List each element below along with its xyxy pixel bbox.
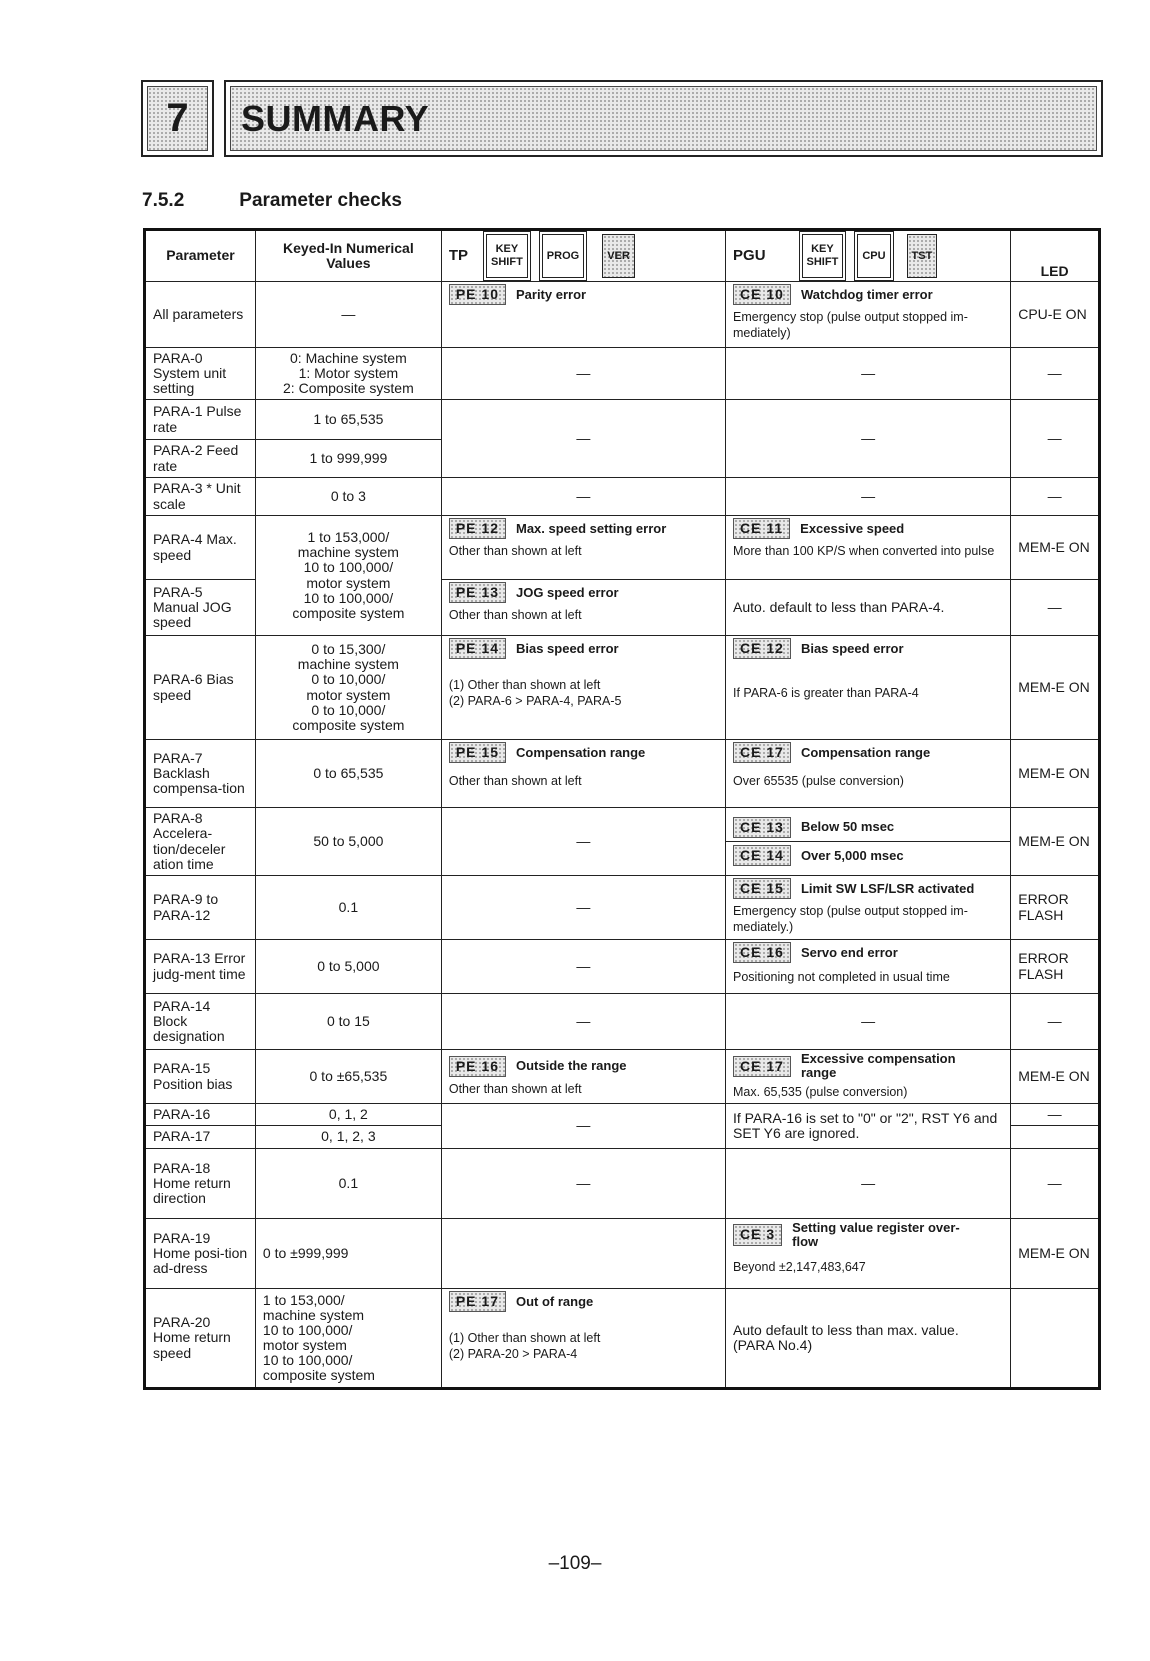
value-line: machine system bbox=[262, 1306, 365, 1323]
error-title: Over 5,000 msec bbox=[800, 847, 904, 863]
value-cell: 0 to 3 bbox=[255, 478, 441, 516]
led-cell: MEM-E ON bbox=[1011, 636, 1100, 740]
value-line: 10 to 100,000/ bbox=[262, 1321, 353, 1338]
tp-cell bbox=[441, 516, 725, 580]
tp-key-shift-top: KEY bbox=[495, 243, 519, 256]
pgu-cell bbox=[726, 636, 1011, 740]
error-code-badge: CE 14 bbox=[733, 845, 791, 866]
tp-cell bbox=[441, 282, 725, 348]
tp-cell bbox=[441, 740, 725, 808]
error-code-badge: PE 13 bbox=[449, 582, 506, 603]
error-description: Other than shown at left bbox=[448, 608, 582, 623]
error-description: (2) PARA-6 > PARA-4, PARA-5 bbox=[448, 694, 622, 709]
pgu-cell: — bbox=[726, 400, 1011, 478]
error-code-badge: CE 11 bbox=[733, 518, 790, 539]
value-cell: 0.1 bbox=[255, 1149, 441, 1219]
pgu-cell bbox=[726, 740, 1011, 808]
error-title: Compensation range bbox=[800, 744, 931, 760]
table-row bbox=[145, 808, 1100, 876]
value-line: motor system bbox=[306, 574, 391, 591]
pgu-key-shift-bottom: SHIFT bbox=[806, 256, 839, 268]
table-row bbox=[145, 478, 1100, 516]
table-row bbox=[145, 636, 1100, 740]
table-header-row bbox=[145, 230, 1100, 282]
tp-cell: — bbox=[441, 1104, 725, 1149]
param-cell: All parameters bbox=[145, 282, 256, 348]
pgu-key-shift bbox=[802, 234, 844, 278]
value-line: 10 to 100,000/ bbox=[262, 1352, 353, 1369]
page-number: –109– bbox=[548, 1553, 602, 1574]
error-description: Emergency stop (pulse output stopped im-mediately) bbox=[733, 310, 968, 341]
pgu-key-cpu: CPU bbox=[857, 234, 890, 278]
param-cell: PARA-19 Home posi-tion ad-dress bbox=[145, 1219, 256, 1289]
value-line: 0 to 15,300/ bbox=[311, 641, 386, 658]
table-row bbox=[145, 1219, 1100, 1289]
value-cell bbox=[255, 636, 441, 740]
pgu-cell: — bbox=[726, 478, 1011, 516]
pgu-cell bbox=[726, 808, 1011, 876]
error-code-badge: CE 17 bbox=[733, 742, 791, 763]
error-title: Max. speed setting error bbox=[515, 520, 667, 536]
led-cell: — bbox=[1011, 348, 1100, 400]
value-line: motor system bbox=[306, 686, 391, 703]
value-cell bbox=[255, 516, 441, 636]
led-cell: MEM-E ON bbox=[1011, 808, 1100, 876]
pgu-label: PGU bbox=[733, 246, 766, 264]
error-title: Limit SW LSF/LSR activated bbox=[800, 880, 975, 896]
error-title: Below 50 msec bbox=[800, 819, 895, 835]
error-title: Excessive speed bbox=[800, 520, 905, 536]
value-line: 0 to 10,000/ bbox=[311, 671, 386, 688]
param-cell: PARA-16 bbox=[145, 1104, 256, 1126]
led-cell: CPU-E ON bbox=[1011, 282, 1100, 348]
parameter-checks-table bbox=[143, 228, 1101, 1390]
led-cell: MEM-E ON bbox=[1011, 740, 1100, 808]
tp-label: TP bbox=[448, 246, 469, 264]
error-code-badge: CE 13 bbox=[733, 817, 791, 838]
table-row bbox=[145, 516, 1100, 580]
tp-cell bbox=[441, 580, 725, 636]
param-cell: PARA-17 bbox=[145, 1126, 256, 1149]
param-cell: PARA-1 Pulse rate bbox=[145, 400, 256, 440]
value-cell: 50 to 5,000 bbox=[255, 808, 441, 876]
value-cell: 0 to ±999,999 bbox=[255, 1219, 441, 1289]
led-cell bbox=[1011, 1289, 1100, 1389]
led-cell: — bbox=[1011, 400, 1100, 478]
pgu-cell bbox=[726, 282, 1011, 348]
param-cell: PARA-13 Error judg-ment time bbox=[145, 940, 256, 994]
error-code-badge: CE 12 bbox=[733, 638, 791, 659]
value-cell: 0, 1, 2 bbox=[255, 1104, 441, 1126]
error-description: (2) PARA-20 > PARA-4 bbox=[448, 1347, 578, 1362]
chapter-number-box bbox=[141, 80, 214, 157]
col-header-pgu bbox=[726, 230, 1011, 282]
param-cell: PARA-15 Position bias bbox=[145, 1050, 256, 1104]
tp-key-ver: VER bbox=[602, 234, 635, 278]
value-cell: 0 to 15 bbox=[255, 994, 441, 1050]
param-cell: PARA-18 Home return direction bbox=[145, 1149, 256, 1219]
value-line: composite system bbox=[292, 716, 405, 733]
param-cell: PARA-0 System unit setting bbox=[145, 348, 256, 400]
error-code-badge: CE 15 bbox=[733, 878, 791, 899]
chapter-title-box bbox=[224, 80, 1103, 157]
error-title: Excessive compensation range bbox=[800, 1051, 956, 1081]
led-cell bbox=[1011, 1126, 1100, 1149]
col-header-values: Keyed-In Numerical Values bbox=[255, 230, 441, 282]
value-cell bbox=[255, 1289, 441, 1389]
table-row bbox=[145, 876, 1100, 940]
error-description: Other than shown at left bbox=[448, 544, 582, 559]
led-cell: — bbox=[1011, 580, 1100, 636]
error-description: Other than shown at left bbox=[448, 774, 582, 789]
value-line: 10 to 100,000/ bbox=[303, 559, 394, 576]
tp-cell: — bbox=[441, 478, 725, 516]
error-description: More than 100 KP/S when converted into pulse bbox=[733, 544, 995, 559]
tp-cell: — bbox=[441, 348, 725, 400]
error-description: Emergency stop (pulse output stopped im-mediately.) bbox=[733, 904, 968, 935]
chapter-title: SUMMARY bbox=[230, 86, 1097, 151]
tp-cell: — bbox=[441, 808, 725, 876]
tp-key-shift-bottom: SHIFT bbox=[491, 256, 523, 268]
pgu-cell: — bbox=[726, 994, 1011, 1050]
value-line: composite system bbox=[262, 1367, 375, 1384]
error-code-badge: PE 12 bbox=[449, 518, 506, 539]
error-description: If PARA-6 is greater than PARA-4 bbox=[733, 686, 919, 701]
param-cell: PARA-7 Backlash compensa-tion bbox=[145, 740, 256, 808]
section-number: 7.5.2 bbox=[142, 190, 185, 211]
tp-cell bbox=[441, 1050, 725, 1104]
pgu-key-shift-top: KEY bbox=[811, 243, 834, 256]
error-code-badge: CE 16 bbox=[733, 942, 791, 963]
table-row bbox=[145, 1104, 1100, 1126]
error-description: Other than shown at left bbox=[448, 1081, 582, 1096]
value-line: machine system bbox=[297, 656, 399, 673]
error-code-badge: CE 3 bbox=[733, 1224, 782, 1245]
value-line: 1: Motor system bbox=[298, 364, 399, 381]
value-cell: — bbox=[255, 282, 441, 348]
led-cell: — bbox=[1011, 1149, 1100, 1219]
led-cell: ERROR FLASH bbox=[1011, 876, 1100, 940]
error-title: Outside the range bbox=[515, 1058, 627, 1074]
value-line: machine system bbox=[297, 544, 399, 561]
param-cell: PARA-9 to PARA-12 bbox=[145, 876, 256, 940]
tp-cell: — bbox=[441, 876, 725, 940]
value-line: 10 to 100,000/ bbox=[303, 589, 394, 606]
param-cell: PARA-14 Block designation bbox=[145, 994, 256, 1050]
table-row bbox=[145, 740, 1100, 808]
error-title: Parity error bbox=[515, 286, 587, 302]
led-cell: MEM-E ON bbox=[1011, 1050, 1100, 1104]
error-description: Positioning not completed in usual time bbox=[733, 970, 950, 985]
value-cell: 0 to ±65,535 bbox=[255, 1050, 441, 1104]
tp-cell bbox=[441, 1219, 725, 1289]
pgu-cell bbox=[726, 940, 1011, 994]
pgu-cell bbox=[726, 1219, 1011, 1289]
error-title: Out of range bbox=[515, 1293, 594, 1309]
error-description: (1) Other than shown at left bbox=[448, 1331, 601, 1346]
error-title: Bias speed error bbox=[515, 640, 619, 656]
table-row bbox=[145, 348, 1100, 400]
col-header-parameter: Parameter bbox=[145, 230, 256, 282]
pgu-key-tst: TST bbox=[907, 234, 938, 278]
table-row bbox=[145, 1289, 1100, 1389]
value-cell: 1 to 999,999 bbox=[255, 440, 441, 478]
param-cell: PARA-2 Feed rate bbox=[145, 440, 256, 478]
error-code-badge: PE 17 bbox=[449, 1291, 506, 1312]
tp-cell: — bbox=[441, 940, 725, 994]
value-line: composite system bbox=[292, 604, 405, 621]
section-heading bbox=[142, 190, 402, 212]
param-cell: PARA-20 Home return speed bbox=[145, 1289, 256, 1389]
tp-key-prog: PROG bbox=[542, 234, 584, 278]
section-title: Parameter checks bbox=[239, 190, 402, 211]
value-cell: 0, 1, 2, 3 bbox=[255, 1126, 441, 1149]
param-cell: PARA-4 Max. speed bbox=[145, 516, 256, 580]
error-code-badge: PE 16 bbox=[449, 1056, 506, 1077]
error-title: Servo end error bbox=[800, 944, 898, 960]
pgu-cell: — bbox=[726, 1149, 1011, 1219]
error-code-badge: CE 17 bbox=[733, 1056, 791, 1077]
table-row bbox=[145, 400, 1100, 440]
col-header-tp bbox=[441, 230, 725, 282]
value-cell bbox=[255, 348, 441, 400]
led-cell: — bbox=[1011, 478, 1100, 516]
pgu-cell: — bbox=[726, 348, 1011, 400]
error-code-badge: PE 14 bbox=[449, 638, 506, 659]
value-cell: 0.1 bbox=[255, 876, 441, 940]
led-cell: ERROR FLASH bbox=[1011, 940, 1100, 994]
error-code-badge: PE 10 bbox=[449, 284, 506, 305]
error-code-badge: PE 15 bbox=[449, 742, 506, 763]
value-line: 0 to 10,000/ bbox=[311, 701, 386, 718]
error-title: Setting value register over-flow bbox=[792, 1220, 960, 1250]
error-description: (1) Other than shown at left bbox=[448, 678, 601, 693]
chapter-number: 7 bbox=[147, 86, 208, 151]
tp-cell bbox=[441, 636, 725, 740]
param-cell: PARA-5 Manual JOG speed bbox=[145, 580, 256, 636]
value-line: motor system bbox=[262, 1337, 347, 1353]
param-cell: PARA-6 Bias speed bbox=[145, 636, 256, 740]
table-row bbox=[145, 282, 1100, 348]
table-row bbox=[145, 940, 1100, 994]
value-cell: 1 to 65,535 bbox=[255, 400, 441, 440]
error-title: Compensation range bbox=[515, 744, 646, 760]
led-cell: MEM-E ON bbox=[1011, 1219, 1100, 1289]
error-description: Beyond ±2,147,483,647 bbox=[733, 1260, 866, 1275]
error-description: Max. 65,535 (pulse conversion) bbox=[733, 1085, 908, 1100]
error-title: Bias speed error bbox=[800, 640, 904, 656]
param-cell: PARA-8 Accelera-tion/deceler ation time bbox=[145, 808, 256, 876]
pgu-cell bbox=[726, 876, 1011, 940]
table-row bbox=[145, 1149, 1100, 1219]
value-line: 2: Composite system bbox=[283, 380, 414, 397]
pgu-cell bbox=[726, 516, 1011, 580]
tp-cell bbox=[441, 1289, 725, 1389]
pgu-cell: If PARA-16 is set to "0" or "2", RST Y6 and SET Y6 are ignored. bbox=[726, 1104, 1011, 1149]
pgu-cell: Auto default to less than max. value. (PARA No.4) bbox=[726, 1289, 1011, 1389]
value-cell: 0 to 5,000 bbox=[255, 940, 441, 994]
pgu-cell bbox=[726, 1050, 1011, 1104]
pgu-cell: Auto. default to less than PARA-4. bbox=[726, 580, 1011, 636]
error-description: Over 65535 (pulse conversion) bbox=[733, 774, 904, 789]
error-title: Watchdog timer error bbox=[800, 286, 933, 302]
value-line: 0: Machine system bbox=[290, 349, 407, 366]
tp-key-shift bbox=[486, 234, 528, 278]
led-cell: — bbox=[1011, 1104, 1100, 1126]
tp-cell: — bbox=[441, 1149, 725, 1219]
value-cell: 0 to 65,535 bbox=[255, 740, 441, 808]
value-line: 1 to 153,000/ bbox=[307, 529, 390, 546]
error-title: JOG speed error bbox=[515, 584, 619, 600]
value-line: 1 to 153,000/ bbox=[262, 1291, 345, 1308]
table-row bbox=[145, 994, 1100, 1050]
tp-cell: — bbox=[441, 400, 725, 478]
table-row bbox=[145, 1050, 1100, 1104]
led-cell: MEM-E ON bbox=[1011, 516, 1100, 580]
param-cell: PARA-3 * Unit scale bbox=[145, 478, 256, 516]
tp-cell: — bbox=[441, 994, 725, 1050]
col-header-led: LED bbox=[1011, 230, 1100, 282]
led-cell: — bbox=[1011, 994, 1100, 1050]
error-code-badge: CE 10 bbox=[733, 284, 791, 305]
